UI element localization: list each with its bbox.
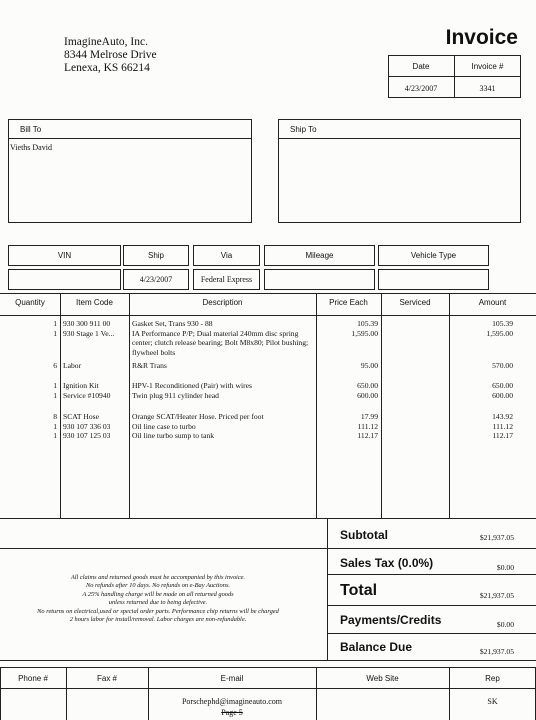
- company-address-line1: 8344 Melrose Drive: [64, 49, 157, 61]
- return-policy-note: [8, 574, 308, 624]
- mileage-value-cell: [264, 269, 375, 290]
- company-name: ImagineAuto, Inc.: [64, 36, 148, 48]
- ship-to-box: [278, 119, 521, 223]
- item-description: Twin plug 911 cylinder head: [132, 390, 219, 400]
- item-price: 650.00: [357, 381, 378, 390]
- item-price: 112.17: [357, 431, 378, 440]
- item-price: 111.12: [357, 421, 378, 431]
- item-description: Oil line case to turbo: [132, 421, 196, 431]
- total-value: $21,937.05: [479, 591, 514, 600]
- col-header-description: Description: [202, 298, 243, 307]
- item-code: 930 107 125 03: [63, 431, 111, 440]
- date-label: Date: [412, 62, 430, 71]
- balance-due-value: $21,937.05: [479, 647, 514, 656]
- vehicle-type-label: Vehicle Type: [410, 251, 457, 260]
- item-qty: 8: [53, 412, 57, 421]
- item-description: Gasket Set, Trans 930 - 88: [132, 319, 213, 328]
- ship-label: Ship: [147, 251, 164, 260]
- item-qty: 1: [53, 431, 57, 440]
- invoice-title: Invoice: [445, 26, 518, 49]
- invoice-number: 3341: [479, 84, 496, 93]
- item-description: Oil line turbo sump to tank: [132, 431, 215, 440]
- item-amount: 1,595.00: [486, 328, 513, 338]
- rep-label: Rep: [485, 674, 500, 683]
- sales-tax-value: $0.00: [496, 563, 514, 572]
- policy-line: unless returned due to being defective.: [108, 599, 208, 607]
- subtotal-label: Subtotal: [340, 528, 388, 542]
- website-label: Web Site: [366, 674, 399, 683]
- item-price: 600.00: [357, 390, 378, 400]
- balance-due-label: Balance Due: [340, 640, 413, 654]
- item-qty: 1: [53, 390, 57, 400]
- items-body: [0, 319, 536, 514]
- item-price: 17.99: [360, 412, 378, 421]
- item-amount: 570.00: [492, 361, 513, 370]
- item-description: HPV-1 Reconditioned (Pair) with wires: [132, 381, 252, 390]
- company-address-line2: Lenexa, KS 66214: [64, 62, 150, 74]
- vehicle-type-value-cell: [378, 269, 489, 290]
- bill-to-name: Vieths David: [10, 143, 52, 152]
- ship-via: Federal Express: [200, 275, 253, 284]
- invoice-number-label: Invoice #: [471, 62, 504, 71]
- item-code: 930 300 911 00: [63, 319, 111, 328]
- sales-tax-label: Sales Tax (0.0%): [340, 556, 434, 570]
- item-amount: 105.39: [492, 319, 513, 328]
- item-qty: 6: [53, 361, 57, 370]
- item-amount: 143.92: [492, 412, 513, 421]
- policy-line: A 25% handling charge will be made on all returned goods: [82, 590, 234, 598]
- ship-date: 4/23/2007: [139, 275, 173, 284]
- vin-value-cell: [8, 269, 121, 290]
- item-amount: 600.00: [492, 390, 513, 400]
- col-header-price-each: Price Each: [329, 298, 368, 307]
- item-code: Ignition Kit: [63, 381, 99, 390]
- col-header-item-code: Item Code: [76, 298, 113, 307]
- subtotal-value: $21,937.05: [479, 533, 514, 542]
- ship-to-label: Ship To: [290, 125, 317, 134]
- item-code: SCAT Hose: [63, 412, 99, 421]
- policy-line: No returns on electrical,used or special order parts. Performance chip returns will be charged: [37, 607, 279, 615]
- item-description: Orange SCAT/Heater Hose. Priced per foot: [132, 412, 264, 421]
- item-price: 95.00: [360, 361, 378, 370]
- company-block: [64, 36, 157, 75]
- item-price: 1,595.00: [351, 328, 378, 338]
- payments-credits-label: Payments/Credits: [340, 613, 442, 627]
- item-qty: 1: [53, 421, 57, 431]
- item-code: 930 Stage 1 Ve...: [63, 328, 115, 338]
- items-table-top: [0, 293, 536, 294]
- item-amount: 650.00: [492, 381, 513, 390]
- item-description: IA Performance P/P; Dual material 240mm disc spring center; clutch release bearing; Bolt M8x80; Pilot bushing; flywheel bolts: [132, 328, 309, 357]
- via-label: Via: [220, 251, 233, 260]
- item-qty: 1: [53, 319, 57, 328]
- item-price: 105.39: [357, 319, 378, 328]
- item-code: Service #10940: [63, 390, 111, 400]
- item-description: R&R Trans: [132, 361, 167, 370]
- policy-line: All claims and returned goods must be accompanied by this invoice.: [70, 574, 246, 581]
- items-table-bottom: [0, 518, 536, 519]
- phone-label: Phone #: [18, 674, 48, 683]
- vin-label: VIN: [57, 251, 72, 260]
- mileage-label: Mileage: [305, 251, 334, 260]
- email-value: Porschephd@imagineauto.com: [181, 697, 282, 706]
- col-header-quantity: Quantity: [15, 298, 45, 307]
- fax-label: Fax #: [96, 674, 117, 683]
- email-label: E-mail: [220, 674, 244, 683]
- invoice-date: 4/23/2007: [404, 84, 438, 93]
- bill-to-label: Bill To: [20, 125, 42, 134]
- policy-line: 2 hours labor for install/removal. Labor charges are non-refundable.: [69, 616, 247, 624]
- rep-value: SK: [487, 697, 498, 706]
- item-code: Labor: [63, 361, 82, 370]
- payments-credits-value: $0.00: [496, 620, 514, 629]
- item-amount: 112.17: [492, 431, 513, 440]
- item-amount: 111.12: [492, 421, 513, 431]
- item-qty: 1: [53, 328, 57, 338]
- item-code: 930 107 336 03: [63, 421, 111, 431]
- col-header-serviced: Serviced: [399, 298, 431, 307]
- total-label: Total: [340, 582, 378, 599]
- items-header-rule: [0, 315, 536, 316]
- col-header-amount: Amount: [478, 298, 507, 307]
- page-number: Page 5: [221, 708, 243, 717]
- item-qty: 1: [53, 381, 57, 390]
- policy-line: No refunds after 10 days. No refunds on e-Bay Auctions.: [85, 582, 231, 590]
- bill-to-box: [8, 119, 252, 223]
